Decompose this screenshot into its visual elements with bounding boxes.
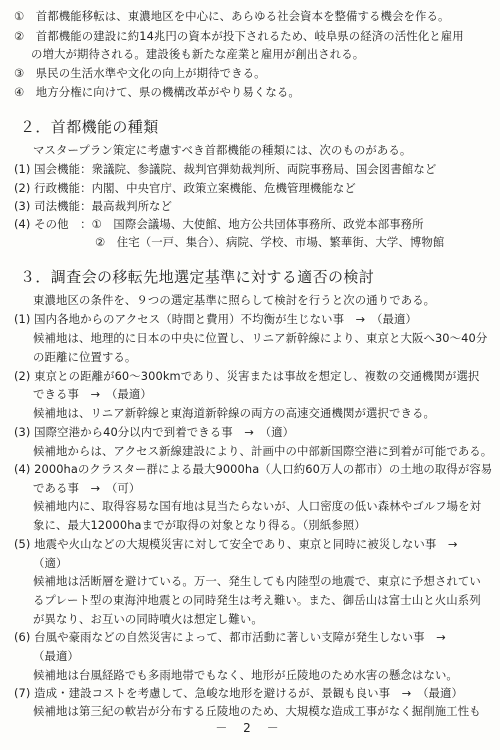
section-3-heading: ３．調査会の移転先地選定基準に対する適否の検討 (20, 268, 375, 286)
criterion-4-cont: である事 → （可） (33, 481, 141, 495)
criterion-7-text: 候補地は第三紀の軟岩が分布する丘陵地のため、大規模な造成工事がなく掘削施工性も (33, 704, 481, 718)
criterion-6-cont: （最適） (33, 649, 79, 663)
criterion-5-text: 候補地は活断層を避けている。万一、発生しても内陸型の地震で、東京に予想されてい (33, 574, 481, 588)
section-3-lead: 東濃地区の条件を、９つの選定基準に照らして検討を行うと次の通りである。 (33, 293, 436, 307)
criterion-6-text: 候補地は台風経路でも多雨地帯でもなく、地形が丘陵地のため水害の懸念はない。 (33, 668, 458, 682)
criterion-2-text: 候補地は、リニア新幹線と東海道新幹線の両方の高速交通機関が選択できる。 (33, 406, 435, 420)
criterion-2-cont: できる事 → （最適） (33, 387, 152, 401)
section-2-item-2: (2) 行政機能：内閣、中央官庁、政策立案機能、危機管理機能など (14, 181, 356, 195)
criterion-3: (3) 国際空港から40分以内で到着できる事 → （適） (14, 425, 295, 439)
effect-item-3: ③ 県民の生活水準や文化の向上が期待できる。 (14, 66, 266, 80)
effect-item-2: ② 首都機能の建設に約14兆円の資本が投下されるため、岐阜県の経済の活性化と雇用 (14, 29, 464, 43)
section-2-item-4-sub: ② 住宅（一戸、集合）、病院、学校、市場、繁華街、大学、博物館 (95, 235, 445, 249)
effect-item-2-continued: の増大が期待される。建設後も新たな産業と雇用が創出される。 (31, 47, 365, 61)
criterion-3-text: 候補地からは、アクセス新線建設により、計画中の中部新国際空港に到着が可能である。 (33, 444, 493, 458)
criterion-5: (5) 地震や火山などの大規模災害に対して安全であり、東京と同時に被災しない事 → (14, 537, 458, 551)
effect-item-4: ④ 地方分権に向けて、県の機構改革がやり易くなる。 (14, 85, 300, 99)
criterion-2: (2) 東京との距離が60～300kmであり、災害または事故を想定し、複数の交通機関が選択 (14, 369, 480, 383)
section-2-lead: マスタープラン策定に考慮すべき首都機能の種類には、次のものがある。 (33, 143, 412, 157)
criterion-4-text-cont: 象に、最大12000haまでが取得の対象となり得る。（別紙参照） (33, 518, 366, 532)
criterion-7: (7) 造成・建設コストを考慮して、急峻な地形を避けるが、景観も良い事 → （最適） (14, 686, 464, 700)
criterion-1-text-cont: の距離に位置する。 (33, 350, 137, 364)
criterion-1-text: 候補地は、地理的に日本の中央に位置し、リニア新幹線により、東京と大阪へ30～40分 (33, 331, 488, 345)
criterion-4: (4) 2000haのクラスター群による最大9000ha（人口約60万人の都市）の土地の取得が容易 (14, 462, 493, 476)
criterion-4-text: 候補地内に、取得容易な国有地は見当たらないが、人口密度の低い森林やゴルフ場を対 (33, 499, 482, 513)
criterion-6: (6) 台風や豪雨などの自然災害によって、都市活動に著しい支障が発生しない事 → (14, 630, 446, 644)
effect-item-1: ① 首都機能移転は、東濃地区を中心に、あらゆる社会資本を整備する機会を作る。 (14, 9, 450, 23)
criterion-1: (1) 国内各地からのアクセス（時間と費用）不均衡が生じない事 → （最適） (14, 312, 417, 326)
section-2-item-4: (4) その他 ：① 国際会議場、大使館、地方公共団体事務所、政党本部事務所 (14, 217, 424, 231)
page-number: － 2 － (215, 721, 285, 735)
section-2-item-1: (1) 国会機能：衆議院、参議院、裁判官弾劾裁判所、両院事務局、国会図書館など (14, 162, 437, 176)
criterion-5-text-cont-1: るプレート型の東海沖地震との同時発生は考え難い。また、御岳山は富士山と火山系列 (33, 593, 481, 607)
criterion-5-cont: （適） (33, 556, 68, 570)
section-2-item-3: (3) 司法機能：最高裁判所など (14, 199, 173, 213)
section-2-heading: ２．首都機能の種類 (20, 118, 159, 136)
criterion-5-text-cont-2: が異なり、お互いの同時噴火は想定し難い。 (33, 612, 263, 626)
